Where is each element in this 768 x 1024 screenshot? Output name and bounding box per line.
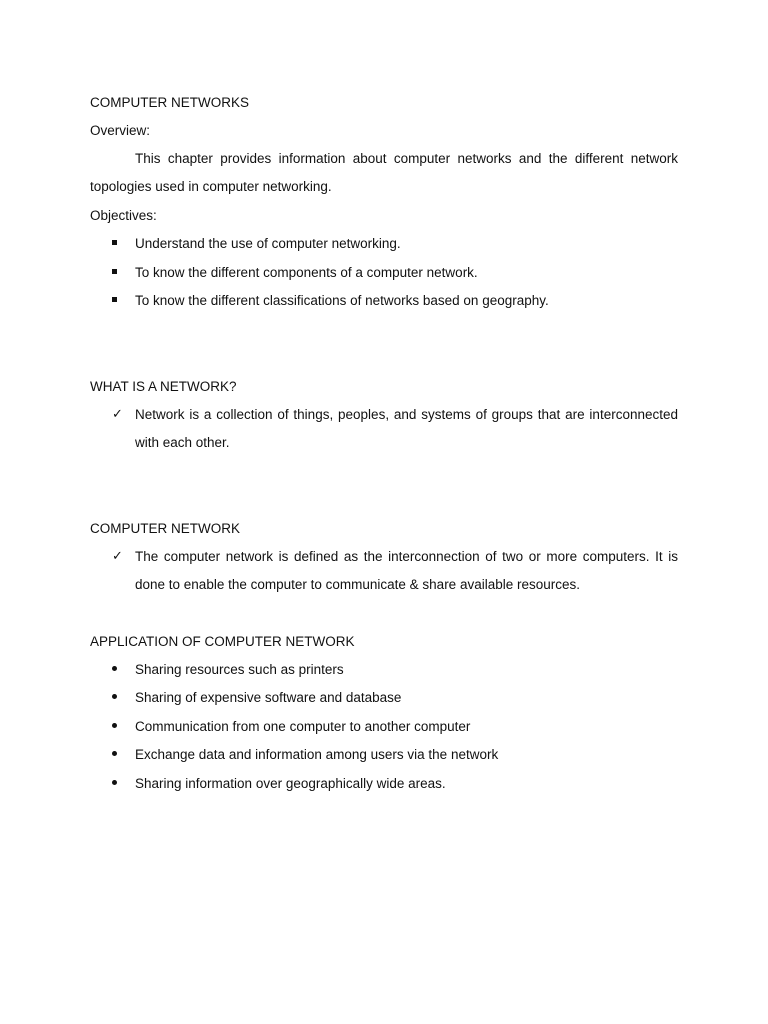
checkmark-icon: ✓ [112, 549, 123, 564]
list-item [90, 287, 678, 315]
list-item [90, 684, 678, 712]
list-item [90, 770, 678, 798]
round-bullet-icon [112, 770, 126, 798]
definition-text: The computer network is defined as the interconnection of two or more computers. It is done to enable the computer to communicate & share available resources. [135, 549, 678, 593]
section-heading-application: APPLICATION OF COMPUTER NETWORK [90, 634, 355, 649]
objectives-label: Objectives: [90, 208, 157, 223]
square-bullet-icon [112, 287, 126, 315]
list-item [90, 401, 678, 458]
objective-text: Understand the use of computer networking. [135, 236, 401, 251]
square-bullet-icon [112, 230, 126, 258]
definition-text: Network is a collection of things, peoples, and systems of groups that are interconnected with each other. [135, 407, 678, 451]
overview-label: Overview: [90, 123, 151, 138]
round-bullet-icon [112, 656, 126, 684]
list-item [90, 230, 678, 258]
round-bullet-icon [112, 684, 126, 712]
list-item [90, 741, 678, 769]
overview-paragraph: This chapter provides information about computer networks and the different network topologies used in computer networking. [90, 151, 678, 195]
objective-text: To know the different components of a computer network. [135, 265, 478, 280]
section-heading-what-is-network: WHAT IS A NETWORK? [90, 379, 237, 394]
checkmark-icon: ✓ [112, 407, 123, 422]
application-text: Exchange data and information among users via the network [135, 747, 499, 762]
list-item [90, 259, 678, 287]
square-bullet-icon [112, 259, 126, 287]
round-bullet-icon [112, 713, 126, 741]
list-item [90, 656, 678, 684]
application-text: Communication from one computer to another computer [135, 719, 471, 734]
application-text: Sharing resources such as printers [135, 662, 344, 677]
application-text: Sharing information over geographically wide areas. [135, 776, 446, 791]
section-heading-computer-network: COMPUTER NETWORK [90, 521, 240, 536]
round-bullet-icon [112, 741, 126, 769]
objective-text: To know the different classifications of networks based on geography. [135, 293, 549, 308]
list-item [90, 543, 678, 600]
document-title: COMPUTER NETWORKS [90, 95, 250, 110]
application-text: Sharing of expensive software and database [135, 690, 402, 705]
list-item [90, 713, 678, 741]
